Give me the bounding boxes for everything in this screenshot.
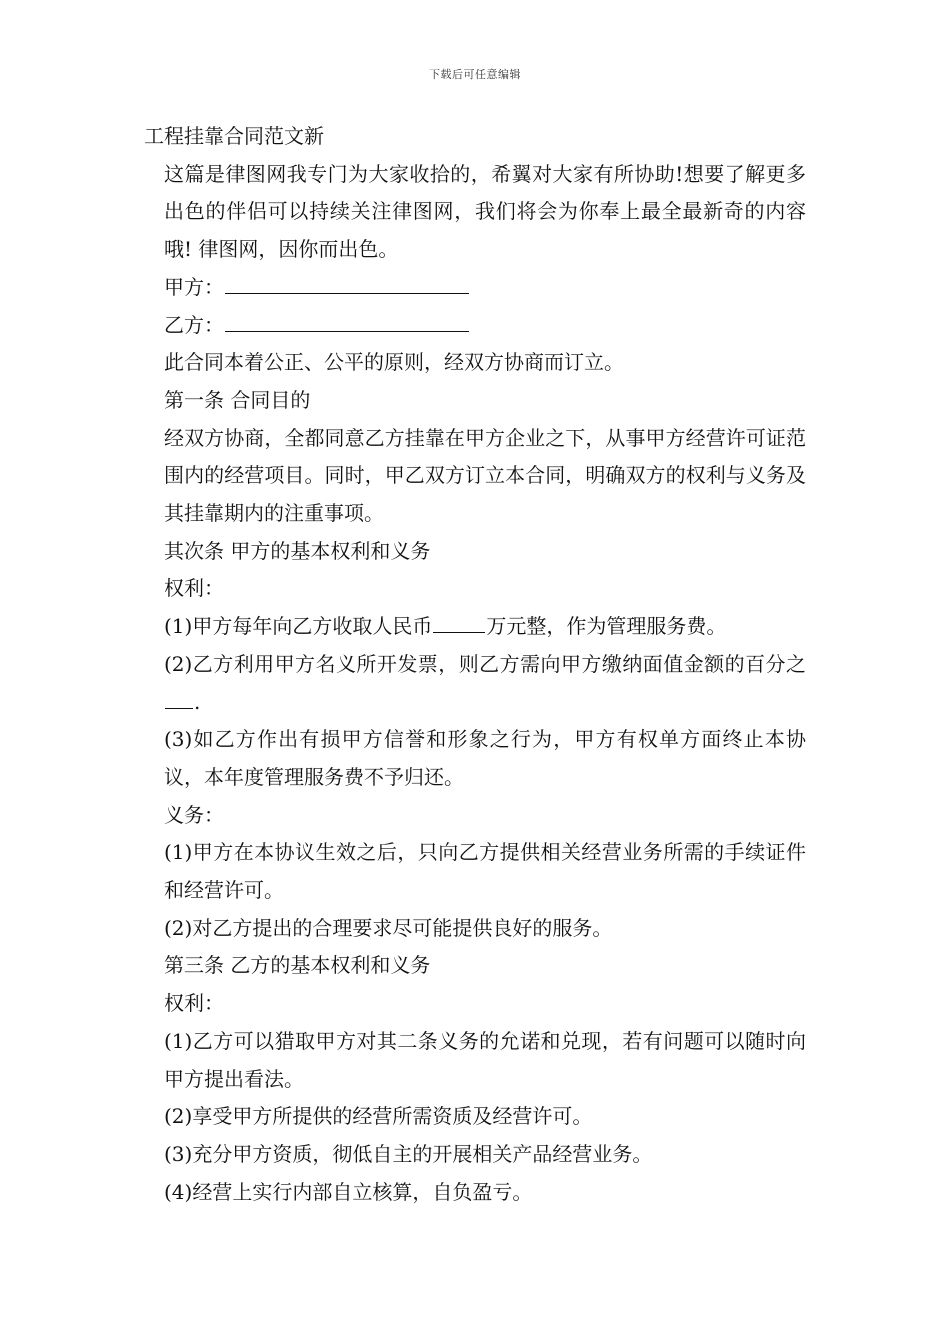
article2-right-3: (3)如乙方作出有损甲方信誉和形象之行为，甲方有权单方面终止本协议，本年度管理服务费不予归还。 (164, 727, 806, 789)
document-title: 工程挂靠合同范文新 (144, 124, 324, 148)
article2-duty-2: (2)对乙方提出的合理要求尽可能提供良好的服务。 (164, 915, 613, 940)
article1-text: 经双方协商，全都同意乙方挂靠在甲方企业之下，从事甲方经营许可证范围内的经营项目。同时，甲乙双方订立本合同，明确双方的权利与义务及其挂靠期内的注重事项。 (164, 425, 806, 526)
party-b-blank (225, 330, 469, 332)
article2-right-1-after: 万元整，作为管理服务费。 (486, 614, 727, 639)
document-body (144, 118, 806, 1211)
party-b-line (144, 307, 806, 345)
article2-right-2-after: . (194, 689, 201, 714)
article2-right-1-before: (1)甲方每年向乙方收取人民币 (164, 614, 433, 639)
article2-right-2-before: (2)乙方利用甲方名义所开发票，则乙方需向甲方缴纳面值金额的百分之 (164, 651, 806, 676)
article1-heading: 第一条 合同目的 (164, 387, 311, 412)
party-b-label: 乙方： (164, 312, 224, 337)
article3-rights-label: 权利： (164, 991, 224, 1016)
article3-right-4: (4)经营上实行内部自立核算，自负盈亏。 (164, 1179, 533, 1204)
article3-right-2: (2)享受甲方所提供的经营所需资质及经营许可。 (164, 1104, 593, 1129)
page-header-note: 下载后可任意编辑 (429, 68, 521, 81)
article2-duties-label: 义务： (164, 802, 224, 827)
article3-right-1: (1)乙方可以猎取甲方对其二条义务的允诺和兑现，若有问题可以随时向甲方提出看法。 (164, 1028, 806, 1091)
preamble: 此合同本着公正、公平的原则，经双方协商而订立。 (164, 350, 624, 375)
fee-amount-blank (433, 631, 485, 633)
party-a-blank (225, 292, 469, 294)
article3-heading: 第三条 乙方的基本权利和义务 (164, 953, 431, 978)
intro-paragraph: 这篇是律图网我专门为大家收拾的，希翼对大家有所协助!想要了解更多出色的伴侣可以持续关注律图网，我们将会为你奉上最全最新奇的内容哦! 律图网，因你而出色。 (164, 161, 806, 262)
article3-right-3: (3)充分甲方资质，彻低自主的开展相关产品经营业务。 (164, 1141, 653, 1166)
party-a-label: 甲方： (164, 274, 224, 299)
article2-right-1 (144, 608, 806, 646)
article2-rights-label: 权利： (164, 576, 224, 601)
party-a-line (144, 269, 806, 307)
article2-heading: 其次条 甲方的基本权利和义务 (164, 538, 431, 563)
article2-right-2 (144, 646, 806, 721)
article2-duty-1: (1)甲方在本协议生效之后，只向乙方提供相关经营业务所需的手续证件和经营许可。 (164, 840, 806, 903)
percentage-blank (165, 707, 193, 709)
